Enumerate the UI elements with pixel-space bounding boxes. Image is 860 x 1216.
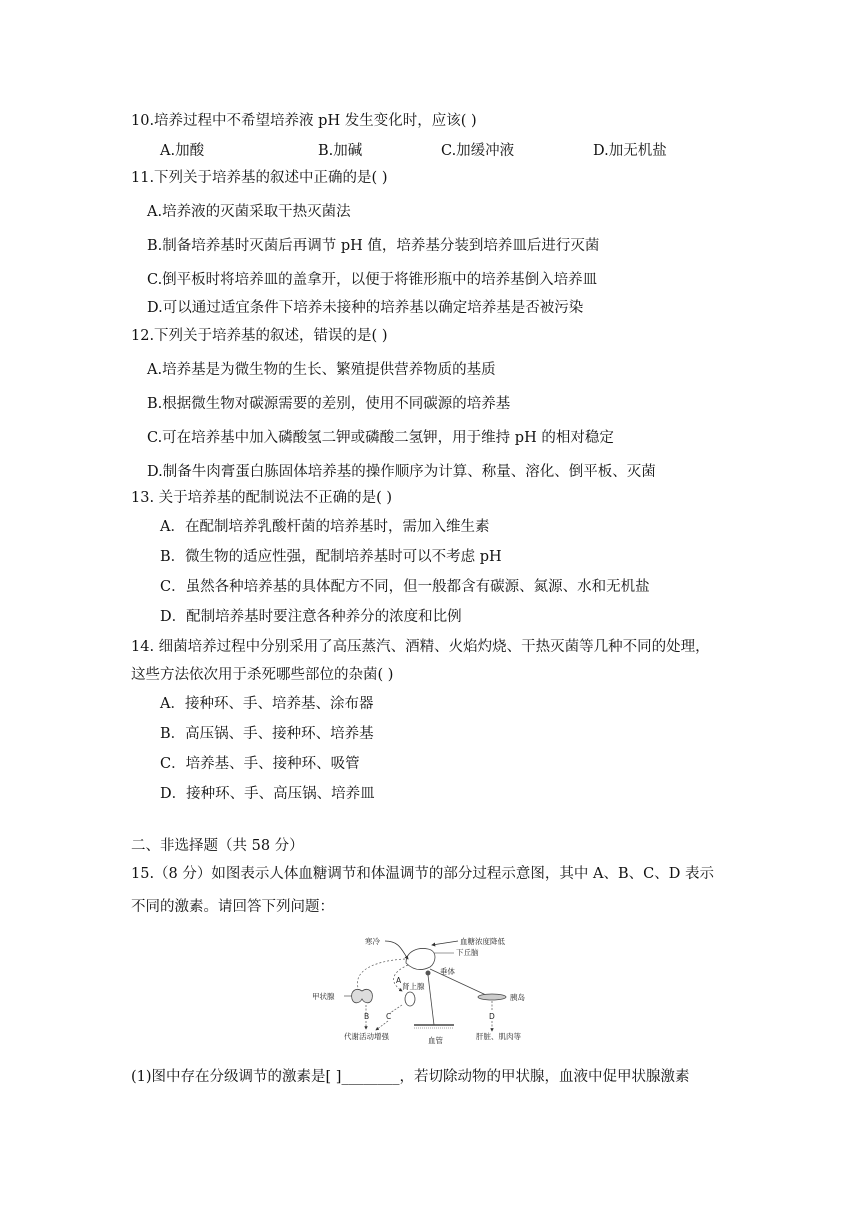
label-glucose-low: 血糖浓度降低 (460, 937, 505, 946)
label-cold: 寒冷 (365, 937, 380, 946)
q13-option-b: B．微生物的适应性强，配制培养基时可以不考虑 pH (160, 549, 502, 565)
label-vessel: 血管 (428, 1036, 443, 1045)
q15-stem-line2: 不同的激素。请回答下列问题： (131, 899, 334, 915)
q11-stem: 11.下列关于培养基的叙述中正确的是( ) (131, 170, 388, 186)
brain-shape (406, 949, 435, 970)
q13-option-d: D．配制培养基时要注意各种养分的浓度和比例 (160, 609, 462, 625)
q14-option-d: D．接种环、手、高压锅、培养皿 (160, 786, 375, 802)
thyroid-shape (352, 989, 373, 1002)
label-thyroid: 甲状腺 (312, 992, 335, 1001)
q12-option-b: B.根据微生物对碳源需要的差别，使用不同碳源的培养基 (147, 396, 511, 412)
q11-option-c: C.倒平板时将培养皿的盖拿开，以便于将锥形瓶中的培养基倒入培养皿 (147, 272, 598, 288)
q14-option-b: B．高压锅、手、接种环、培养基 (160, 726, 374, 742)
q14-stem-line2: 这些方法依次用于杀死哪些部位的杂菌( ) (131, 667, 394, 683)
regulation-diagram-svg (310, 933, 550, 1045)
q11-option-d: D.可以通过适宜条件下培养未接种的培养基以确定培养基是否被污染 (147, 300, 584, 316)
q13-option-a: A．在配制培养乳酸杆菌的培养基时，需加入维生素 (160, 519, 490, 535)
q10-option-d: D.加无机盐 (593, 143, 667, 159)
c-arrow-bottom (376, 1021, 388, 1030)
q14-option-c: C．培养基、手、接种环、吸管 (160, 756, 360, 772)
label-adrenal: 肾上腺 (402, 982, 425, 991)
islet-shape (478, 994, 506, 1000)
q10-stem: 10.培养过程中不希望培养液 pH 发生变化时，应该( ) (131, 113, 477, 129)
label-b: B (364, 1012, 370, 1021)
q12-option-a: A.培养基是为微生物的生长、繁殖提供营养物质的基质 (147, 362, 496, 378)
q10-option-b: B.加碱 (318, 143, 363, 159)
label-islet: 胰岛 (510, 993, 525, 1002)
q15-stem-line1: 15.（8 分）如图表示人体血糖调节和体温调节的部分过程示意图，其中 A、B、C、D 表示 (131, 866, 714, 882)
q14-option-a: A．接种环、手、培养基、涂布器 (160, 696, 374, 712)
q11-option-a: A.培养液的灭菌采取干热灭菌法 (147, 204, 351, 220)
label-pituitary: 垂体 (440, 967, 455, 976)
cold-arrow (385, 941, 408, 959)
q13-option-c: C．虽然各种培养基的具体配方不同，但一般都含有碳源、氮源、水和无机盐 (160, 579, 650, 595)
q12-option-c: C.可在培养基中加入磷酸氢二钾或磷酸二氢钾，用于维持 pH 的相对稳定 (147, 430, 614, 446)
q12-option-d: D.制备牛肉膏蛋白胨固体培养基的操作顺序为计算、称量、溶化、倒平板、灭菌 (147, 464, 656, 480)
c-arrow-top (390, 1005, 402, 1013)
nerve-line-vessel (428, 975, 434, 1025)
nerve-line-islet (430, 969, 486, 995)
q10-option-c: C.加缓冲液 (441, 143, 515, 159)
q11-option-b: B.制备培养基时灭菌后再调节 pH 值，培养基分装到培养皿后进行灭菌 (147, 238, 600, 254)
label-d: D (489, 1012, 495, 1021)
q10-option-a: A.加酸 (160, 143, 205, 159)
q12-stem: 12.下列关于培养基的叙述，错误的是( ) (131, 328, 388, 344)
label-c: C (386, 1012, 392, 1021)
adrenal-shape (405, 992, 415, 1006)
label-metabolism: 代谢活动增强 (344, 1032, 389, 1041)
pituitary-shape (426, 971, 431, 976)
label-hypothalamus: 下丘脑 (456, 948, 479, 957)
regulation-diagram (310, 933, 550, 1045)
label-liver-muscle: 肝脏、肌肉等 (476, 1032, 521, 1041)
section2-title: 二、非选择题（共 58 分） (131, 838, 304, 854)
label-a: A (396, 976, 402, 985)
q13-stem: 13. 关于培养基的配制说法不正确的是( ) (131, 490, 393, 506)
glucose-arrow (432, 941, 458, 945)
q14-stem-line1: 14. 细菌培养过程中分别采用了高压蒸汽、酒精、火焰灼烧、干热灭菌等几种不同的处理， (131, 639, 710, 655)
q15-sub1: (1)图中存在分级调节的激素是[ ]________，若切除动物的甲状腺，血液中促甲状腺激素 (131, 1069, 690, 1085)
